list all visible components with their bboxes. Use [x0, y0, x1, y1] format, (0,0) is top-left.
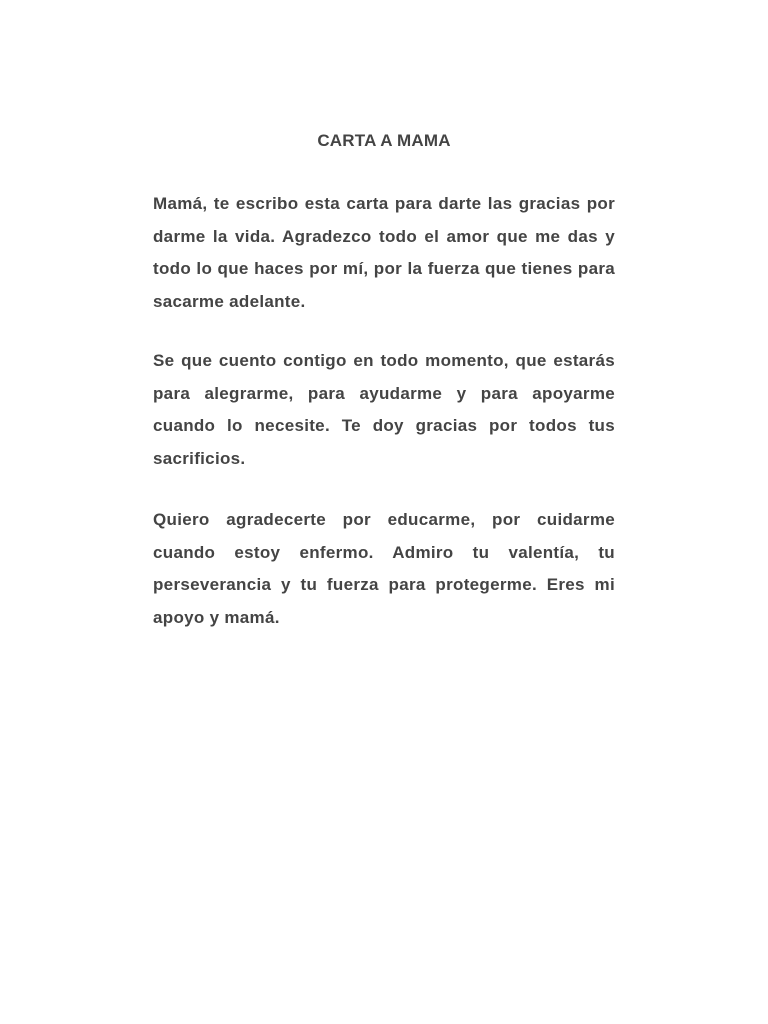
document-title: CARTA A MAMA: [317, 131, 451, 150]
paragraph-3: Quiero agradecerte por educarme, por cuidarme cuando estoy enfermo. Admiro tu valentía, tu perseverancia y tu fuerza para protegerme. Eres mi apoyo y mamá.: [153, 510, 615, 627]
paragraph-2: Se que cuento contigo en todo momento, que estarás para alegrarme, para ayudarme y para apoyarme cuando lo necesite. Te doy gracias por todos tus sacrificios.: [153, 351, 615, 468]
paragraph-1: Mamá, te escribo esta carta para darte las gracias por darme la vida. Agradezco todo el amor que me das y todo lo que haces por mí, por la fuerza que tienes para sacarme adelante.: [153, 194, 615, 311]
